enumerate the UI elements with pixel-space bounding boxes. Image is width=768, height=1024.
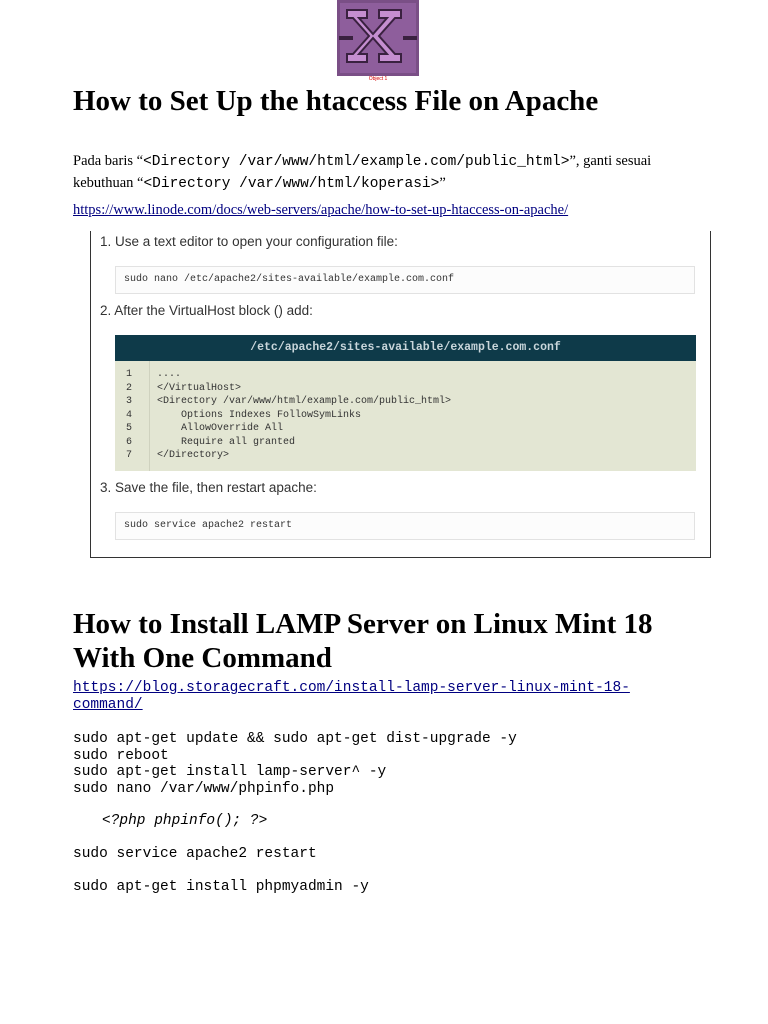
line-number-gutter [115, 361, 150, 471]
command-box-nano: sudo nano /etc/apache2/sites-available/example.com.conf [115, 266, 695, 294]
line-number: 6 [126, 436, 133, 448]
line-number: 7 [126, 450, 133, 461]
line-number: 1 [126, 369, 133, 380]
command-line: sudo nano /var/www/phpinfo.php [73, 780, 335, 797]
para-code-original: <Directory /var/www/html/example.com/public_html> [143, 154, 570, 170]
logo-caption: Object 1 [368, 76, 388, 82]
link-line1: https://blog.storagecraft.com/install-lamp-server-linux-mint-18- [73, 680, 630, 696]
section1-paragraph [73, 151, 703, 195]
section1-title: How to Set Up the htaccess File on Apache [73, 85, 599, 117]
para-prefix: Pada baris “ [73, 153, 144, 169]
code-line: Options Indexes FollowSymLinks [157, 409, 362, 421]
step-1-text: 1. Use a text editor to open your configuration file: [100, 234, 398, 249]
code-line: .... [157, 369, 182, 380]
code-line: </Directory> [157, 450, 230, 461]
line-number: 3 [126, 396, 133, 407]
code-file-header: /etc/apache2/sites-available/example.com.conf [115, 335, 696, 361]
code-line: <Directory /var/www/html/example.com/public_html> [157, 396, 452, 407]
step-2-text: 2. After the VirtualHost block () add: [100, 303, 313, 318]
section2-title-line2: With One Command [73, 642, 332, 674]
command-line: sudo apt-get install lamp-server^ -y [73, 764, 387, 780]
para-code-replacement: <Directory /var/www/html/koperasi> [143, 176, 440, 192]
logo-image [337, 0, 419, 76]
tutorial-screenshot [90, 231, 711, 558]
step-3-text: 3. Save the file, then restart apache: [100, 480, 317, 495]
linode-link[interactable]: https://www.linode.com/docs/web-servers/apache/how-to-set-up-htaccess-on-apache/ [73, 202, 569, 218]
line-number: 2 [126, 382, 133, 394]
storagecraft-link[interactable] [73, 680, 630, 713]
logo-glyph-icon [337, 0, 419, 76]
phpmyadmin-command: sudo apt-get install phpmyadmin -y [73, 879, 369, 895]
para-suffix: ” [439, 175, 446, 191]
link-line2: command/ [73, 697, 143, 713]
command-box-restart: sudo service apache2 restart [115, 512, 695, 540]
para-mid: ”, ganti sesuai kebuthuan “ [73, 153, 652, 191]
restart-command: sudo service apache2 restart [73, 846, 317, 862]
command-line: sudo apt-get update && sudo apt-get dist-upgrade -y [73, 731, 517, 747]
code-line: </VirtualHost> [157, 382, 242, 394]
line-number: 4 [126, 409, 133, 421]
code-block [115, 361, 696, 471]
code-line: AllowOverride All [157, 423, 284, 434]
line-number: 5 [126, 423, 133, 434]
section2-title-line1: How to Install LAMP Server on Linux Mint 18 [73, 608, 653, 640]
php-snippet: <?php phpinfo(); ?> [102, 813, 268, 829]
command-line: sudo reboot [73, 747, 169, 764]
section2-title [73, 607, 753, 675]
code-line: Require all granted [157, 436, 296, 448]
document-logo [337, 0, 419, 82]
